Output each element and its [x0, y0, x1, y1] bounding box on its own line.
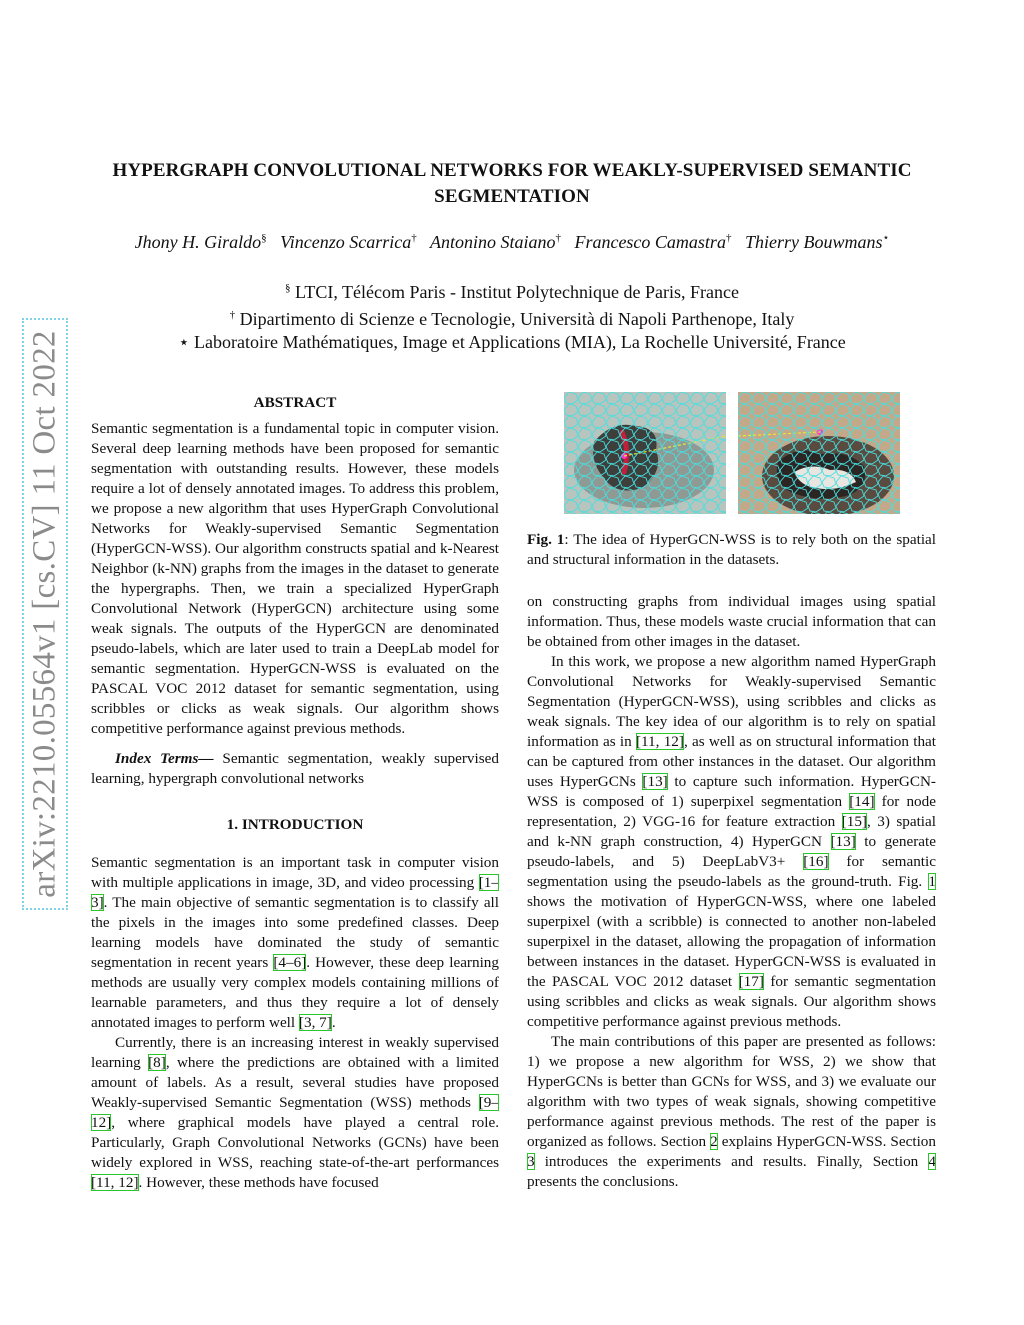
citation-link[interactable]: [17] [738, 973, 764, 990]
left-column [91, 393, 499, 1193]
abstract-text: Semantic segmentation is a fundamental topic in computer vision. Several deep learning methods have been proposed for semantic segmentation with outstanding results. However, these models require a lot of densely annotated images. To address this problem, we propose a new algorithm that uses HyperGraph Convolutional Networks for Weakly-supervised Semantic Segmentation (HyperGCN-WSS). Our algorithm constructs spatial and k-Nearest Neighbor (k-NN) graphs from the images in the dataset to generate the hypergraphs. Then, we train a specialized HyperGraph Convolutional Network (HyperGCN) architecture using some weak signals. The outputs of the HyperGCN are denominated pseudo-labels, which are later used to train a DeepLab model for semantic segmentation. HyperGCN-WSS is evaluated on the PASCAL VOC 2012 dataset for semantic segmentation, using scribbles or clicks as weak signals. Our algorithm shows competitive performance against previous methods. [91, 420, 499, 737]
citation-link[interactable]: [13] [830, 833, 856, 850]
author-mark: † [555, 232, 561, 244]
figure-label: Fig. 1 [527, 531, 565, 548]
intro-paragraph: on constructing graphs from individual images using spatial information. Thus, these models waste crucial information that can be obtained from other images in the dataset. [527, 593, 936, 650]
affiliation-mark: ⋆ [178, 332, 190, 352]
affiliation-list [60, 277, 964, 354]
arxiv-stamp[interactable] [22, 318, 68, 910]
affiliation-text: Laboratoire Mathématiques, Image et Applications (MIA), La Rochelle Université, France [194, 332, 846, 352]
affiliation-line [60, 304, 964, 331]
citation-link[interactable]: [14] [849, 793, 875, 810]
right-column [527, 592, 936, 1192]
figure-caption-text: : The idea of HyperGCN-WSS is to rely both on the spatial and structural information in the datasets. [527, 531, 936, 568]
affiliation-text: LTCI, Télécom Paris - Institut Polytechnique de Paris, France [295, 282, 739, 302]
abstract-heading: ABSTRACT [253, 394, 337, 411]
citation-link[interactable]: [11, 12] [635, 733, 684, 750]
citation-link[interactable]: [1–3] [91, 874, 499, 911]
intro-paragraph: In this work, we propose a new algorithm named HyperGraph Convolutional Networks for Weakly-supervised Semantic Segmentation (HyperGCN-WSS), using scribbles and clicks as weak signals. The key idea of our algorithm is to rely on spatial information as in [11, 12], as well as on structural information that can be captured from other instances in the dataset. Our algorithm uses HyperGCNs [13] to capture such information. HyperGCN-WSS is composed of 1) superpixel segmentation [14] for node representation, 2) VGG-16 for feature extraction [15], 3) spatial and k-NN graph construction, 4) HyperGCN [13] to generate pseudo-labels, and 5) DeepLabV3+ [16] for semantic segmentation using the pseudo-labels as the ground-truth. Fig. 1 shows the motivation of HyperGCN-WSS, where one labeled superpixel (with a scribble) is connected to another non-labeled superpixel in the dataset, allowing the propagation of information between instances in the dataset. HyperGCN-WSS is evaluated in the PASCAL VOC 2012 dataset [17] for semantic segmentation using scribbles and clicks as weak signals. Our algorithm shows competitive performance against previous methods. [527, 653, 937, 1030]
affiliation-mark: § [285, 282, 291, 294]
citation-link[interactable]: [4–6] [273, 954, 307, 971]
author-mark: † [411, 232, 417, 244]
citation-link[interactable]: [15] [841, 813, 867, 830]
affiliation-text: Dipartimento di Scienze e Tecnologie, Università di Napoli Parthenope, Italy [239, 309, 795, 329]
author-list [60, 231, 964, 253]
author-name: Thierry Bouwmans [744, 232, 883, 252]
affiliation-line [60, 331, 964, 354]
figure-image-left [564, 392, 726, 514]
introduction-heading: 1. INTRODUCTION [226, 816, 364, 833]
figure-image-right [738, 392, 900, 514]
author-name: Jhony H. Giraldo [134, 232, 262, 252]
index-terms [91, 749, 499, 789]
citation-link[interactable]: [13] [642, 773, 668, 790]
affiliation-line [60, 277, 964, 304]
intro-paragraph: The main contributions of this paper are presented as follows: 1) we propose a new algorithm for WSS, 2) we show that HyperGCNs is better than GCNs for WSS, and 3) we evaluate our algorithm with two types of weak signals, showing competitive performance against previous methods. The rest of the paper is organized as follows. Section 2 explains HyperGCN-WSS. Section 3 introduces the experiments and results. Finally, Section 4 presents the conclusions. [527, 1033, 936, 1190]
index-terms-text: Semantic segmentation, weakly supervised learning, hypergraph convolutional networks [91, 750, 499, 787]
superpixel-image-cat [564, 392, 726, 514]
author-name: Francesco Camastra [574, 232, 726, 252]
author-name: Vincenzo Scarrica [280, 232, 412, 252]
author-name: Antonino Staiano [429, 232, 556, 252]
citation-link[interactable]: 3 [527, 1153, 535, 1170]
superpixel-image-dog [738, 392, 900, 514]
intro-paragraph: Semantic segmentation is an important task in computer vision with multiple applications in image, 3D, and video processing [1–3]. The main objective of semantic segmentation is to classify all the pixels in the images into some predefined classes. Deep learning models have dominated the study of semantic segmentation in recent years [4–6]. However, these deep learning methods are usually very complex models containing millions of learnable parameters, and thus they require a lot of densely annotated images to perform well [3, 7]. [91, 854, 499, 1031]
index-terms-label: Index Terms— [115, 750, 214, 767]
figure-caption [527, 530, 936, 570]
author-mark: ⋆ [882, 232, 890, 244]
author-mark: § [261, 232, 267, 244]
citation-link[interactable]: [3, 7] [298, 1014, 332, 1031]
citation-link[interactable]: 4 [928, 1153, 936, 1170]
citation-link[interactable]: 2 [710, 1133, 718, 1150]
arxiv-identifier: arXiv:2210.05564v1 [cs.CV] 11 Oct 2022 [26, 330, 63, 898]
figure-1 [564, 392, 900, 514]
citation-link[interactable]: [9–12] [91, 1094, 499, 1131]
author-mark: † [725, 232, 732, 244]
citation-link[interactable]: [16] [803, 853, 829, 870]
affiliation-mark: † [229, 309, 236, 321]
citation-link[interactable]: [8] [148, 1054, 166, 1071]
paper-title: HYPERGRAPH CONVOLUTIONAL NETWORKS FOR WEAKLY-SUPERVISED SEMANTIC SEGMENTATION [112, 160, 912, 207]
intro-paragraph: Currently, there is an increasing interest in weakly supervised learning [8], where the predictions are obtained with a limited amount of labels. As a result, several studies have proposed Weakly-supervised Semantic Segmentation (WSS) methods [9–12], where graphical models have played a central role. Particularly, Graph Convolutional Networks (GCNs) have been widely explored in WSS, reaching state-of-the-art performances [11, 12]. However, these methods have focused [91, 1034, 499, 1191]
citation-link[interactable]: [11, 12] [91, 1174, 139, 1191]
citation-link[interactable]: 1 [928, 873, 936, 890]
